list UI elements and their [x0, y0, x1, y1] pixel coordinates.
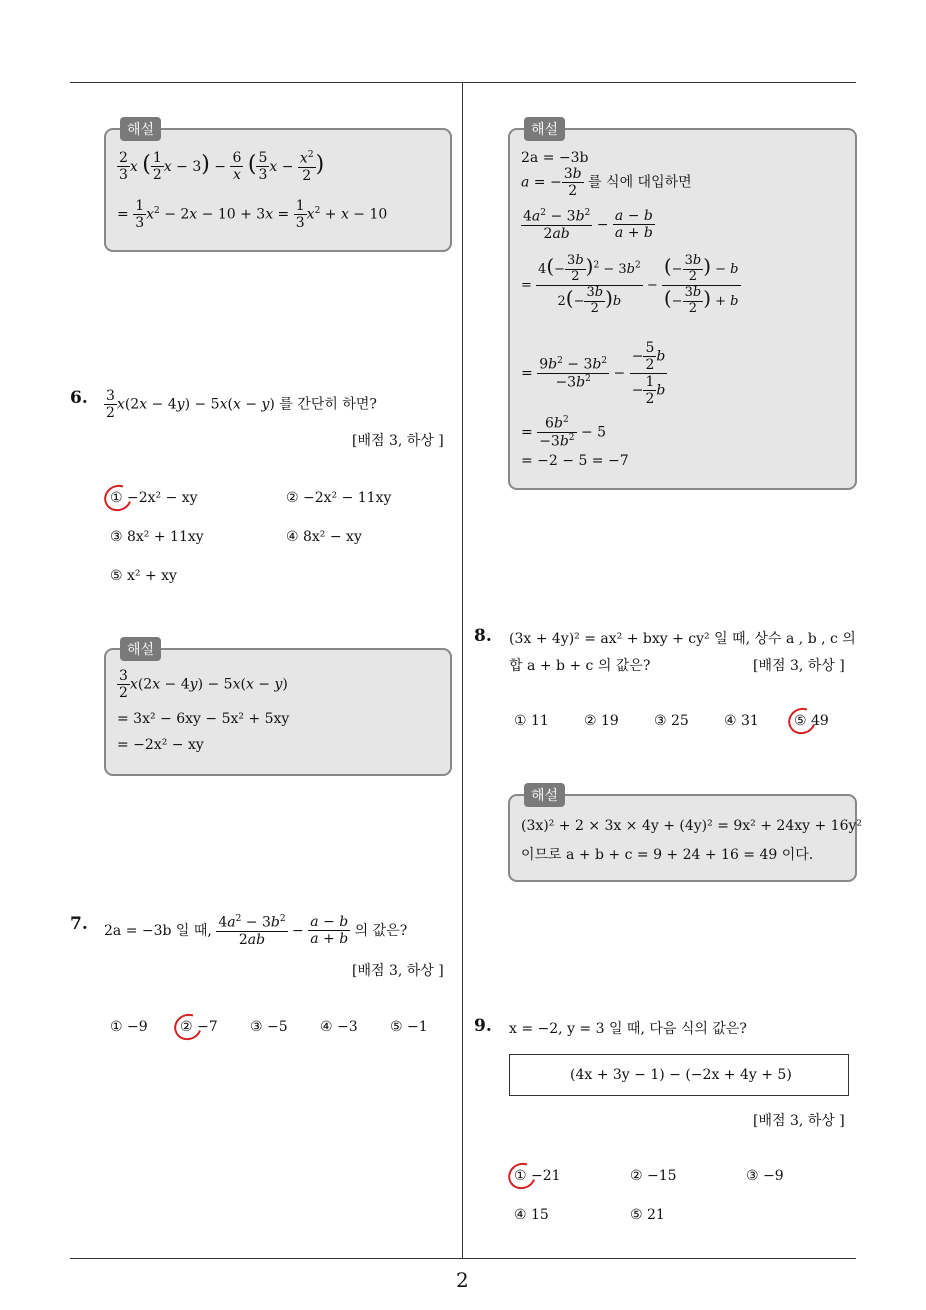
q7-option-4[interactable]: ④ −3	[320, 1019, 358, 1035]
q6-answer-mark	[100, 480, 136, 515]
q7-text-b: 의 값은?	[350, 922, 408, 939]
q8-option-3[interactable]: ③ 25	[654, 713, 689, 729]
q6-option-4[interactable]: ④ 8x² − xy	[286, 529, 362, 545]
q7-question: 2a = −3b 일 때, $\frac{4a^2 - 3b^2}{2ab}$ − $\frac{a - b}{a + b}$ 의 값은?	[104, 914, 408, 948]
q6-solution-tag: 해설	[120, 637, 161, 661]
q8-answer-mark	[784, 703, 820, 738]
q8-solution-line-2: 이므로 a + b + c = 9 + 24 + 16 = 49 이다.	[521, 847, 814, 863]
q8-option-5[interactable]: ⑤ 49	[794, 713, 829, 729]
q5-solution-box	[104, 128, 452, 252]
q9-option-1[interactable]: ① −21	[514, 1168, 561, 1184]
q6-solution-line-1: $\frac{3}{2}$ x(2x − 4y) − 5x(x − y)	[119, 668, 288, 702]
q8-solution-box	[508, 794, 857, 882]
q9-score: [배점 3, 하상 ]	[753, 1113, 845, 1129]
q5-solution-line-2: = $\frac{1}{3}$ $x^2 - 2x - 10 + 3x$ = $\frac{1}{3}$ $x^2 + x - 10$	[117, 198, 388, 232]
q7-solution-line-1: 2a = −3b	[521, 150, 589, 166]
q6-option-3[interactable]: ③ 8x² + 11xy	[110, 529, 204, 545]
q8-option-2[interactable]: ② 19	[584, 713, 619, 729]
q7-solution-line-5: = $\frac{9b^2 - 3b^2}{-3b^2}$ − − $\frac{5}{2}$ b − $\frac{1}{2}$ b	[521, 340, 666, 408]
q9-question: x = −2, y = 3 일 때, 다음 식의 값은?	[509, 1021, 747, 1037]
q7-solution-line-2: a = − $\frac{3b}{2}$ 를 식에 대입하면	[521, 166, 692, 200]
q8-question-line-1: (3x + 4y)² = ax² + bxy + cy² 일 때, 상수 a , b , c 의	[509, 631, 856, 647]
column-divider	[462, 82, 463, 1258]
q7-option-1[interactable]: ① −9	[110, 1019, 148, 1035]
q9-option-3[interactable]: ③ −9	[746, 1168, 784, 1184]
q6-option-1[interactable]: ① −2x² − xy	[110, 490, 198, 506]
q7-solution-line-7: = −2 − 5 = −7	[521, 453, 629, 469]
q8-solution-tag: 해설	[524, 783, 565, 807]
q8-number: 8.	[474, 626, 492, 646]
q8-question-line-2: 합 a + b + c 의 값은?	[509, 658, 651, 674]
q5-solution-line-1: $\frac{2}{3}$ x ( $\frac{1}{2}$ x − 3) − $\frac{6}{x}$ ( $\frac{5}{3}$ x − $\frac{x^2}{2}$ )	[119, 150, 325, 184]
q7-solution-line-4: = 4(− $\frac{3b}{2}$ )$^2 - 3b^2$ 2(− $\frac{3b}{2}$ )b − (− $\frac{3b}{2}$ ) − b (− $\frac{3b}{2}$ ) + b	[521, 253, 739, 316]
q7-solution-line-6: = $\frac{6b^2}{-3b^2}$ − 5	[521, 415, 607, 450]
q7-option-2[interactable]: ② −7	[180, 1019, 218, 1035]
q7-option-3[interactable]: ③ −5	[250, 1019, 288, 1035]
q9-answer-mark	[504, 1158, 540, 1193]
q7-number: 7.	[70, 914, 88, 934]
q9-option-5[interactable]: ⑤ 21	[630, 1207, 665, 1223]
q8-solution-line-1: (3x)² + 2 × 3x × 4y + (4y)² = 9x² + 24xy + 16y²	[521, 818, 863, 834]
page-number: 2	[456, 1268, 469, 1292]
q7-answer-mark	[170, 1009, 206, 1044]
q6-option-2[interactable]: ② −2x² − 11xy	[286, 490, 392, 506]
q7-solution-tag: 해설	[524, 117, 565, 141]
q8-option-1[interactable]: ① 11	[514, 713, 549, 729]
q8-score: [배점 3, 하상 ]	[753, 658, 845, 674]
q9-option-4[interactable]: ④ 15	[514, 1207, 549, 1223]
bottom-rule	[70, 1258, 856, 1259]
q7-text-a: 2a = −3b 일 때,	[104, 922, 217, 939]
q9-option-2[interactable]: ② −15	[630, 1168, 677, 1184]
q8-option-4[interactable]: ④ 31	[724, 713, 759, 729]
q6-question: $\frac{3}{2}$ x(2x − 4y) − 5x(x − y) 를 간단히 하면?	[106, 388, 377, 422]
q7-option-5[interactable]: ⑤ −1	[390, 1019, 428, 1035]
q6-option-5[interactable]: ⑤ x² + xy	[110, 568, 177, 584]
q6-solution-line-2: = 3x² − 6xy − 5x² + 5xy	[117, 711, 290, 727]
q6-number: 6.	[70, 388, 88, 408]
top-rule	[70, 82, 856, 83]
q7-solution-line-3: $\frac{4a^2 - 3b^2}{2ab}$ − $\frac{a - b}{a + b}$	[523, 208, 653, 242]
q6-score: [배점 3, 하상 ]	[352, 433, 444, 449]
q9-expression: (4x + 3y − 1) − (−2x + 4y + 5)	[570, 1067, 792, 1083]
q5-solution-tag: 해설	[120, 117, 161, 141]
q6-solution-line-3: = −2x² − xy	[117, 737, 204, 753]
q9-number: 9.	[474, 1016, 492, 1036]
q7-score: [배점 3, 하상 ]	[352, 963, 444, 979]
